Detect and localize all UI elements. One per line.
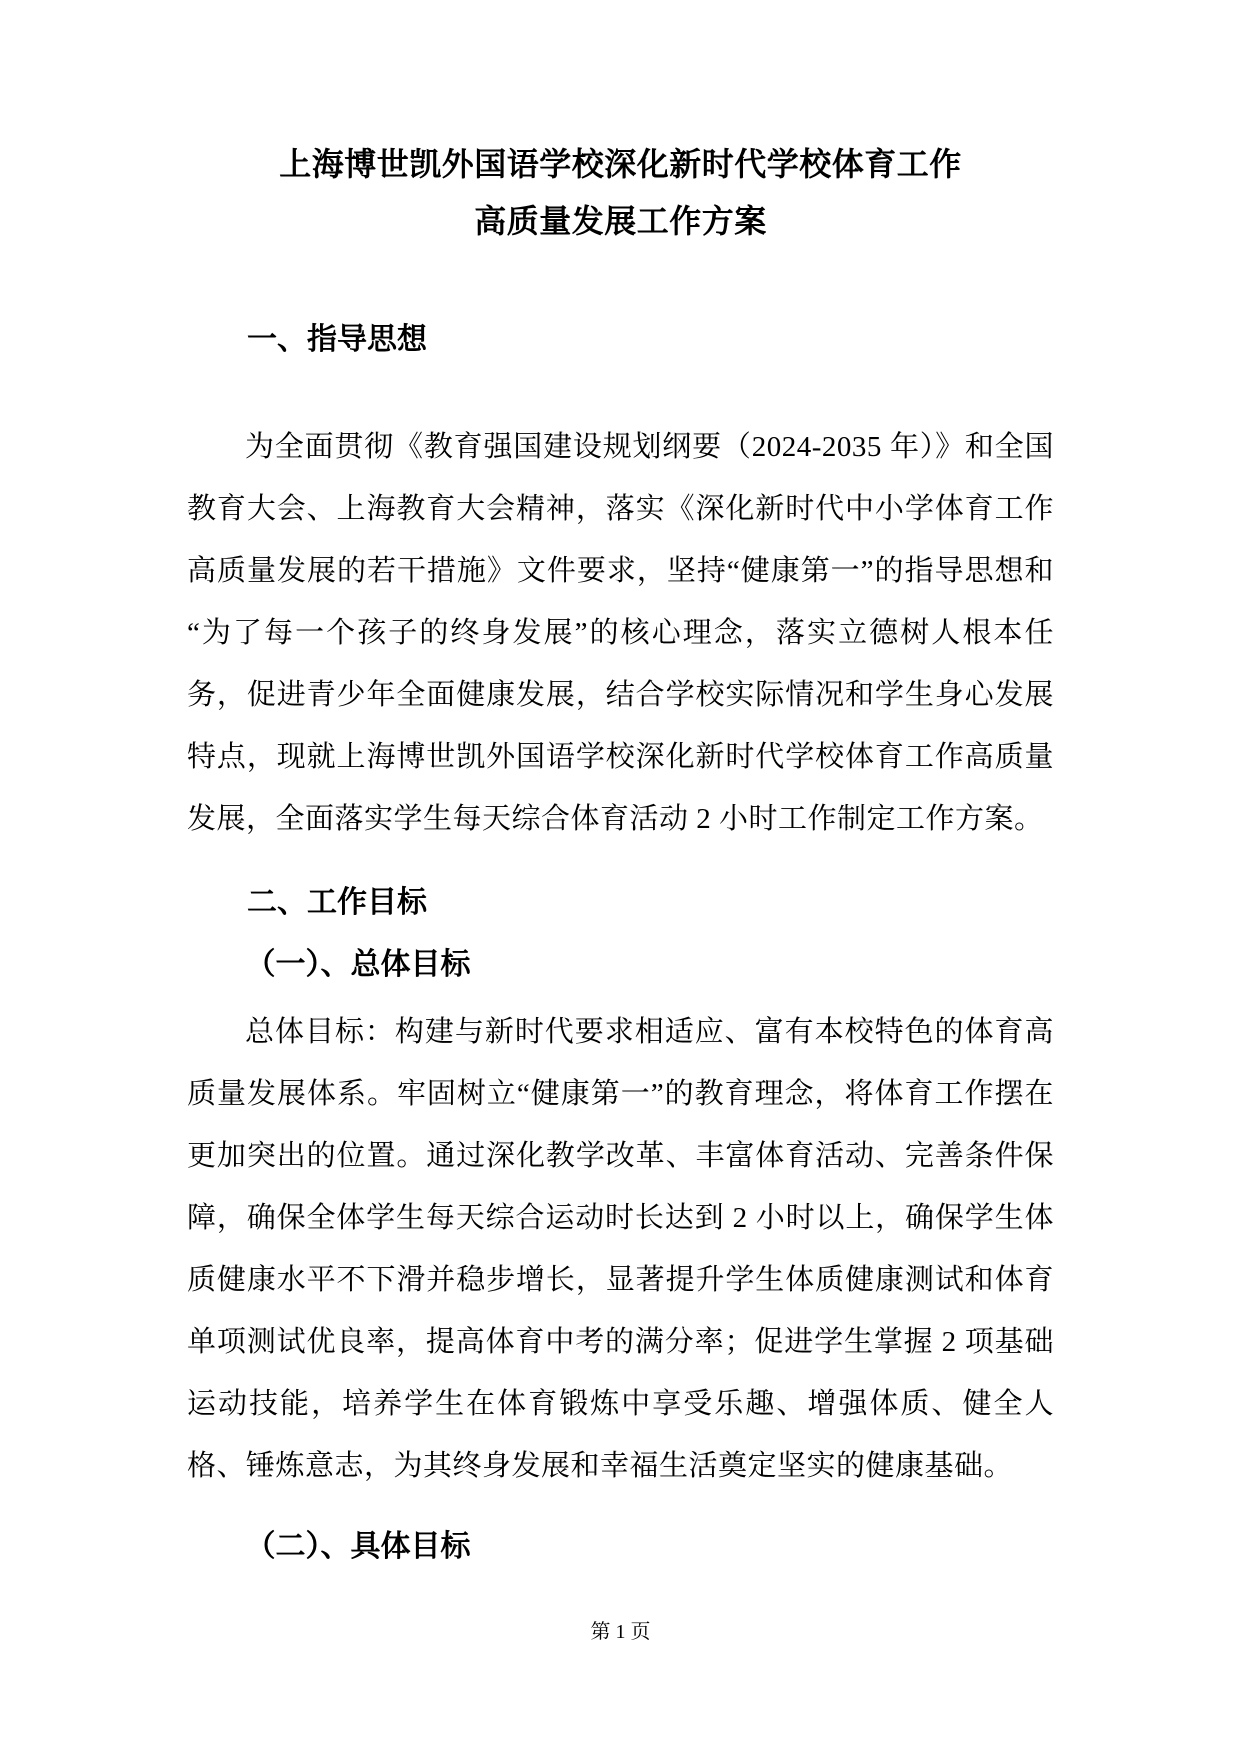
- paragraph-guiding-ideology: 为全面贯彻《教育强国建设规划纲要（2024-2035 年）》和全国教育大会、上海教育大会精神，落实《深化新时代中小学体育工作高质量发展的若干措施》文件要求，坚持“健康第一”的指导思想和“为了每一个孩子的终身发展”的核心理念，落实立德树人根本任务，促进青少年全面健康发展，结合学校实际情况和学生身心发展特点，现就上海博世凯外国语学校深化新时代学校体育工作高质量发展，全面落实学生每天综合体育活动 2 小时工作制定工作方案。: [187, 431, 1054, 835]
- subsection-heading-overall-goal: （一）、总体目标: [245, 948, 471, 981]
- paragraph-overall-goal: 总体目标：构建与新时代要求相适应、富有本校特色的体育高质量发展体系。牢固树立“健康第一”的教育理念，将体育工作摆在更加突出的位置。通过深化教学改革、丰富体育活动、完善条件保障，确保全体学生每天综合运动时长达到 2 小时以上，确保学生体质健康水平不下滑并稳步增长，显著提升学生体质健康测试和体育单项测试优良率，提高体育中考的满分率；促进学生掌握 2 项基础运动技能，培养学生在体育锻炼中享受乐趣、增强体质、健全人格、锤炼意志，为其终身发展和幸福生活奠定坚实的健康基础。: [187, 1016, 1054, 1482]
- page-number-footer: 第 1 页: [590, 1621, 651, 1643]
- document-title-line-1: 上海博世凯外国语学校深化新时代学校体育工作: [279, 146, 962, 182]
- section-heading-guiding-ideology: 一、指导思想: [247, 323, 427, 356]
- section-heading-work-goals: 二、工作目标: [247, 886, 427, 919]
- document-title-line-2: 高质量发展工作方案: [474, 203, 767, 239]
- document-title: [187, 136, 1054, 250]
- subsection-heading-specific-goal: （二）、具体目标: [245, 1530, 471, 1563]
